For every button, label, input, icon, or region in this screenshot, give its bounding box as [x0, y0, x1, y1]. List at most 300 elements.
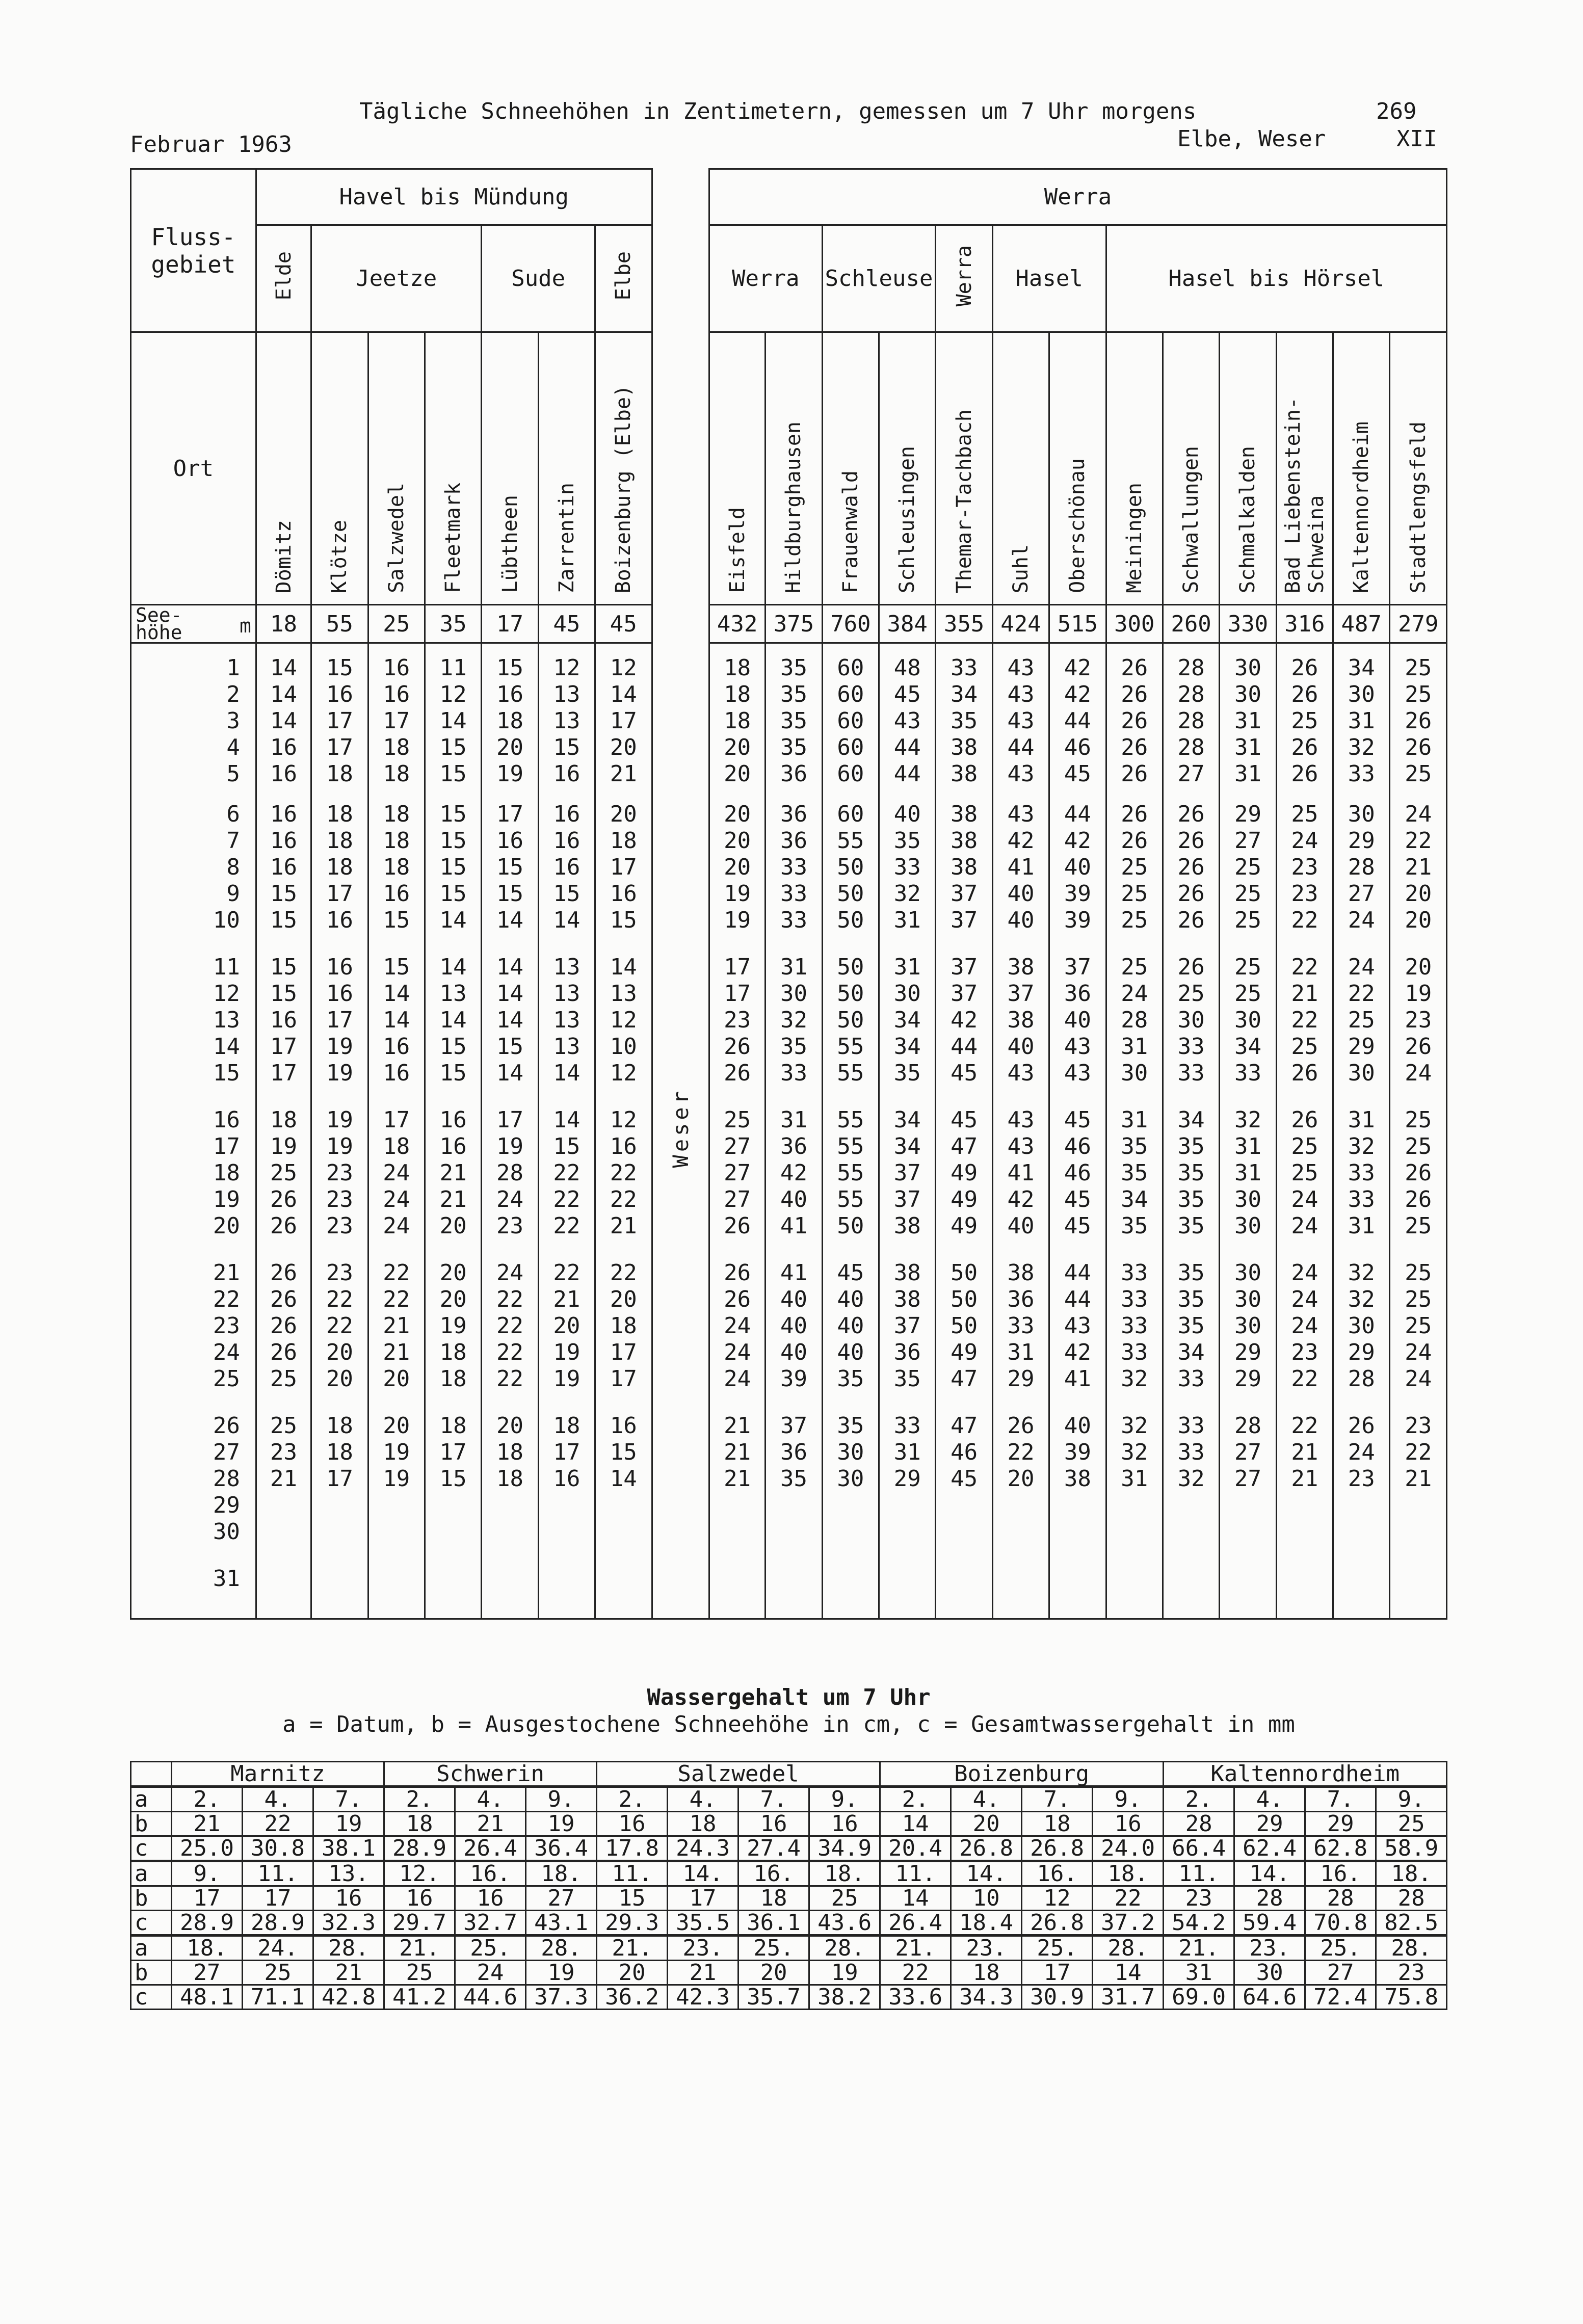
- wg-value: 28.: [526, 1936, 597, 1961]
- wg-value: 21: [668, 1961, 738, 1985]
- wg-value: 31.7: [1093, 1985, 1164, 2010]
- wg-row-label: c: [131, 1911, 172, 1936]
- wg-value: 2.: [172, 1787, 243, 1812]
- value-cell: 45 46 46 45 45: [1049, 1102, 1106, 1255]
- wassergehalt-title: Wassergehalt um 7 Uhr: [647, 1684, 931, 1710]
- wg-value: 28.: [313, 1936, 384, 1961]
- value-cell: [311, 1561, 368, 1619]
- value-cell: 33 31 29: [879, 1408, 936, 1561]
- seehoehe-value: 355: [936, 605, 992, 643]
- wg-row-c: [131, 1985, 1447, 2010]
- value-cell: 22 20 18 17 17: [595, 1255, 652, 1408]
- value-cell: 50 50 50 55 55: [822, 949, 879, 1102]
- wg-value: 2.: [880, 1787, 951, 1812]
- wg-value: 42.3: [668, 1985, 738, 2010]
- seehoehe-value: 35: [425, 605, 481, 643]
- wg-value: 28.: [1093, 1936, 1164, 1961]
- seehoehe-value: 316: [1276, 605, 1333, 643]
- value-cell: 25 25 25 24 24: [1390, 1255, 1447, 1408]
- wg-value: 29.7: [384, 1911, 455, 1936]
- value-cell: 15 14 14 16 16: [368, 949, 425, 1102]
- seehoehe-value: 424: [992, 605, 1049, 643]
- wg-value: 69.0: [1164, 1985, 1234, 2010]
- wg-value: 14: [1093, 1961, 1164, 1985]
- value-cell: 26 25 30 33 33: [1163, 949, 1219, 1102]
- value-cell: 31 30 34 34 35: [879, 949, 936, 1102]
- value-cell: 32 32 31: [1106, 1408, 1163, 1561]
- wg-value: 38.2: [809, 1985, 880, 2010]
- wg-value: 43.1: [526, 1911, 597, 1936]
- wg-value: 72.4: [1305, 1985, 1376, 2010]
- station-lübtheen: Lübtheen: [482, 332, 538, 605]
- value-cell: 16 16 17 18 18: [368, 643, 425, 796]
- seehoehe-value: 375: [766, 605, 822, 643]
- wg-value: 15: [597, 1886, 668, 1911]
- value-cell: 22 21 20 19 19: [538, 1255, 595, 1408]
- weser-divider: Weser: [652, 643, 709, 1619]
- value-cell: 60 55 50 50 50: [822, 796, 879, 949]
- value-cell: 25 24 28 31 30: [1106, 949, 1163, 1102]
- wg-value: 48.1: [172, 1985, 243, 2010]
- value-cell: 37 37 42 44 45: [936, 949, 992, 1102]
- value-cell: [1276, 1561, 1333, 1619]
- page-number: 269: [1376, 98, 1417, 124]
- value-cell: 15 16 18 20 19: [482, 643, 538, 796]
- value-cell: 38 37 38 40 43: [992, 949, 1049, 1102]
- value-cell: 42 42 44 46 45: [1049, 643, 1106, 796]
- seehoehe-value: 300: [1106, 605, 1163, 643]
- day-numbers: 11 12 13 14 15: [131, 949, 256, 1102]
- station-dömitz: Dömitz: [256, 332, 311, 605]
- value-cell: [709, 1561, 765, 1619]
- wg-value: 19: [526, 1961, 597, 1985]
- value-cell: 47 46 45: [936, 1408, 992, 1561]
- value-cell: 16 16 16 15 14: [538, 796, 595, 949]
- value-cell: 22 21 22 25 26: [1276, 949, 1333, 1102]
- value-cell: 20 19 19: [368, 1408, 425, 1561]
- station-oberschönau: Oberschönau: [1049, 332, 1106, 605]
- station-hildburghausen: Hildburghausen: [766, 332, 822, 605]
- wg-value: 18.: [809, 1861, 880, 1886]
- value-cell: 23 22 21: [1390, 1408, 1447, 1561]
- station-themar-tachbach: Themar-Tachbach: [936, 332, 992, 605]
- ort-header: Ort: [131, 332, 256, 605]
- value-cell: 50 50 50 49 47: [936, 1255, 992, 1408]
- subgroup-sude: Sude: [482, 225, 595, 332]
- wg-value: 18.: [1376, 1861, 1447, 1886]
- value-cell: 40 35 33 32 31: [879, 796, 936, 949]
- day-block: [131, 643, 1447, 796]
- value-cell: 31 30 32 35 33: [766, 949, 822, 1102]
- wg-value: 11.: [1164, 1861, 1234, 1886]
- day-numbers: 6 7 8 9 10: [131, 796, 256, 949]
- seehoehe-header: See- höhe m: [131, 605, 256, 643]
- subgroup-werra-2: Werra: [936, 225, 992, 332]
- wg-value: 22: [880, 1961, 951, 1985]
- wg-value: 66.4: [1164, 1836, 1234, 1861]
- day-numbers: 31: [131, 1561, 256, 1619]
- value-cell: 26 26 24 24 24: [709, 1255, 765, 1408]
- day-block: [131, 1102, 1447, 1255]
- wg-value: 58.9: [1376, 1836, 1447, 1861]
- wg-value: 20.4: [880, 1836, 951, 1861]
- value-cell: 14 14 14 16 16: [256, 643, 311, 796]
- value-cell: [1049, 1561, 1106, 1619]
- value-cell: [595, 1561, 652, 1619]
- wg-row-a: [131, 1861, 1447, 1886]
- value-cell: 35 35 35 35 36: [766, 643, 822, 796]
- value-cell: 43 43 41 42 40: [992, 1102, 1049, 1255]
- wg-row-label: b: [131, 1812, 172, 1836]
- wg-value: 9.: [526, 1787, 597, 1812]
- wg-value: 14.: [668, 1861, 738, 1886]
- value-cell: 38 36 33 31 29: [992, 1255, 1049, 1408]
- wg-value: 18: [951, 1961, 1022, 1985]
- wg-value: 25: [243, 1961, 313, 1985]
- value-cell: 45 40 40 40 35: [822, 1255, 879, 1408]
- wg-value: 16.: [738, 1861, 809, 1886]
- seehoehe-value: 18: [256, 605, 311, 643]
- value-cell: 14 14 14 15 14: [482, 949, 538, 1102]
- wg-value: 31: [1164, 1961, 1234, 1985]
- station-schwallungen: Schwallungen: [1163, 332, 1219, 605]
- wg-value: 23: [1376, 1961, 1447, 1985]
- wg-value: 37.3: [526, 1985, 597, 2010]
- value-cell: 28 27 27: [1220, 1408, 1276, 1561]
- value-cell: 26 25 25 24 24: [1276, 1102, 1333, 1255]
- wg-value: 21.: [384, 1936, 455, 1961]
- seehoehe-value: 384: [879, 605, 936, 643]
- wg-value: 4.: [455, 1787, 526, 1812]
- wg-value: 18: [1022, 1812, 1093, 1836]
- wg-value: 24.3: [668, 1836, 738, 1861]
- wg-value: 27: [172, 1961, 243, 1985]
- value-cell: 26 26 26 26 25: [256, 1255, 311, 1408]
- value-cell: 15 15 16 17 17: [256, 949, 311, 1102]
- value-cell: 13 13 13 13 14: [538, 949, 595, 1102]
- value-cell: 18 17 15: [425, 1408, 481, 1561]
- value-cell: 26 26 25 25 25: [1106, 796, 1163, 949]
- value-cell: 35 35 35 34 33: [1163, 1255, 1219, 1408]
- value-cell: 43 43 43 44 43: [992, 643, 1049, 796]
- wg-value: 28.: [809, 1936, 880, 1961]
- group-werra-header: Werra: [709, 169, 1446, 225]
- wg-row-c: [131, 1836, 1447, 1861]
- wg-value: 4.: [668, 1787, 738, 1812]
- station-suhl: Suhl: [992, 332, 1049, 605]
- value-cell: 17 18 24 24 24: [368, 1102, 425, 1255]
- wg-value: 34.3: [951, 1985, 1022, 2010]
- wg-value: 30.9: [1022, 1985, 1093, 2010]
- value-cell: 38 38 38 37 37: [936, 796, 992, 949]
- wg-value: 16.: [1022, 1861, 1093, 1886]
- value-cell: [1333, 1561, 1390, 1619]
- wg-value: 25: [1376, 1812, 1447, 1836]
- wg-value: 9.: [1376, 1787, 1447, 1812]
- value-cell: 16 16 21 21 20: [425, 1102, 481, 1255]
- wg-value: 30.8: [243, 1836, 313, 1861]
- value-cell: 20 19 23 26 24: [1390, 949, 1447, 1102]
- value-cell: 20 18 18: [482, 1408, 538, 1561]
- wg-value: 82.5: [1376, 1911, 1447, 1936]
- value-cell: [936, 1561, 992, 1619]
- value-cell: 22 22 21 21 20: [368, 1255, 425, 1408]
- value-cell: 17 19 28 24 23: [482, 1102, 538, 1255]
- wg-value: 28.9: [243, 1911, 313, 1936]
- wg-value: 59.4: [1234, 1911, 1305, 1936]
- seehoehe-value: 330: [1220, 605, 1276, 643]
- wg-value: 13.: [313, 1861, 384, 1886]
- value-cell: 18 17 16: [538, 1408, 595, 1561]
- value-cell: 12 13 13 15 16: [538, 643, 595, 796]
- wg-value: 21.: [597, 1936, 668, 1961]
- value-cell: 45 47 49 49 49: [936, 1102, 992, 1255]
- station-klötze: Klötze: [311, 332, 368, 605]
- station-boizenburg-elbe: Boizenburg (Elbe): [595, 332, 652, 605]
- value-cell: 17 16 15 15 14: [482, 796, 538, 949]
- value-cell: [1106, 1561, 1163, 1619]
- wg-value: 2.: [384, 1787, 455, 1812]
- value-cell: 30 29 28 27 24: [1333, 796, 1390, 949]
- seehoehe-value: 25: [368, 605, 425, 643]
- value-cell: 34 30 31 32 33: [1333, 643, 1390, 796]
- station-zarrentin: Zarrentin: [538, 332, 595, 605]
- wg-value: 14.: [1234, 1861, 1305, 1886]
- month-label: Februar 1963: [130, 131, 292, 157]
- wg-value: 38.1: [313, 1836, 384, 1861]
- value-cell: 30 30 31 31 31: [1220, 643, 1276, 796]
- value-cell: 25 23 21: [256, 1408, 311, 1561]
- wg-value: 30: [1234, 1961, 1305, 1985]
- value-cell: 41 40 40 40 39: [766, 1255, 822, 1408]
- wg-value: 26.4: [455, 1836, 526, 1861]
- value-cell: 17 17 23 26 26: [709, 949, 765, 1102]
- value-cell: [256, 1561, 311, 1619]
- group-havel-header: Havel bis Mündung: [256, 169, 652, 225]
- wg-station-salzwedel: Salzwedel: [597, 1762, 880, 1787]
- day-block: [131, 1255, 1447, 1408]
- wg-value: 23.: [951, 1936, 1022, 1961]
- wg-value: 4.: [1234, 1787, 1305, 1812]
- value-cell: 20 20 19 18 18: [425, 1255, 481, 1408]
- wg-value: 14: [880, 1812, 951, 1836]
- wg-row-label: b: [131, 1886, 172, 1911]
- wg-value: 35.7: [738, 1985, 809, 2010]
- wg-value: 16: [384, 1886, 455, 1911]
- wg-value: 21.: [880, 1936, 951, 1961]
- wg-value: 33.6: [880, 1985, 951, 2010]
- wg-value: 18.: [172, 1936, 243, 1961]
- value-cell: 21 21 21: [709, 1408, 765, 1561]
- value-cell: 37 36 35: [766, 1408, 822, 1561]
- value-cell: 24 22 22 22 22: [482, 1255, 538, 1408]
- wg-value: 23.: [668, 1936, 738, 1961]
- value-cell: 11 12 14 15 15: [425, 643, 481, 796]
- seehoehe-value: 432: [709, 605, 765, 643]
- value-cell: [822, 1561, 879, 1619]
- wg-value: 16.: [455, 1861, 526, 1886]
- wg-value: 14: [880, 1886, 951, 1911]
- wg-value: 24.0: [1093, 1836, 1164, 1861]
- value-cell: 31 32 33 33 31: [1333, 1102, 1390, 1255]
- wg-station-kaltennordheim: Kaltennordheim: [1164, 1762, 1447, 1787]
- wg-value: 75.8: [1376, 1985, 1447, 2010]
- seehoehe-value: 515: [1049, 605, 1106, 643]
- value-cell: 55 55 55 55 50: [822, 1102, 879, 1255]
- wg-value: 10: [951, 1886, 1022, 1911]
- wg-value: 24.: [243, 1936, 313, 1961]
- wg-value: 36.4: [526, 1836, 597, 1861]
- value-cell: 20 18 17 16 15: [595, 796, 652, 949]
- wg-value: 11.: [880, 1861, 951, 1886]
- wg-value: 28: [1376, 1886, 1447, 1911]
- wg-value: 17: [243, 1886, 313, 1911]
- wg-value: 34.9: [809, 1836, 880, 1861]
- wg-row-label: b: [131, 1961, 172, 1985]
- wg-row-c: [131, 1911, 1447, 1936]
- wg-value: 2.: [1164, 1787, 1234, 1812]
- wassergehalt-table: [130, 1761, 1447, 2010]
- subgroup-schleuse: Schleuse: [822, 225, 936, 332]
- value-cell: [1390, 1561, 1447, 1619]
- wg-value: 20: [738, 1961, 809, 1985]
- wg-value: 25.0: [172, 1836, 243, 1861]
- wg-value: 27: [526, 1886, 597, 1911]
- wg-value: 24: [455, 1961, 526, 1985]
- wg-value: 26.8: [951, 1836, 1022, 1861]
- seehoehe-value: 45: [595, 605, 652, 643]
- seehoehe-value: 260: [1163, 605, 1219, 643]
- wg-row-label: a: [131, 1936, 172, 1961]
- station-fleetmark: Fleetmark: [425, 332, 481, 605]
- wg-value: 12.: [384, 1861, 455, 1886]
- value-cell: 18 18 18 20 20: [709, 643, 765, 796]
- subgroup-werra: Werra: [709, 225, 822, 332]
- seehoehe-value: 45: [538, 605, 595, 643]
- wg-value: 64.6: [1234, 1985, 1305, 2010]
- wg-value: 25: [384, 1961, 455, 1985]
- wg-value: 4.: [951, 1787, 1022, 1812]
- station-eisfeld: Eisfeld: [709, 332, 765, 605]
- value-cell: 31 35 35 34 35: [1106, 1102, 1163, 1255]
- wg-row-a: [131, 1787, 1447, 1812]
- station-meiningen: Meiningen: [1106, 332, 1163, 605]
- day-numbers: 1 2 3 4 5: [131, 643, 256, 796]
- wg-value: 54.2: [1164, 1911, 1234, 1936]
- station-kaltennordheim: Kaltennordheim: [1333, 332, 1390, 605]
- wg-value: 28: [1234, 1886, 1305, 1911]
- value-cell: 24 22 21 20 20: [1390, 796, 1447, 949]
- wg-row-label: a: [131, 1787, 172, 1812]
- wassergehalt-legend: a = Datum, b = Ausgestochene Schneehöhe in cm, c = Gesamtwassergehalt in mm: [282, 1711, 1295, 1737]
- wg-row-label: a: [131, 1861, 172, 1886]
- wg-value: 25.: [1305, 1936, 1376, 1961]
- wg-value: 11.: [243, 1861, 313, 1886]
- wg-row-b: [131, 1812, 1447, 1836]
- day-numbers: 16 17 18 19 20: [131, 1102, 256, 1255]
- wg-value: 7.: [1022, 1787, 1093, 1812]
- wg-value: 20: [951, 1812, 1022, 1836]
- value-cell: 16 16 17 19 19: [311, 949, 368, 1102]
- value-cell: 33 33 33 33 32: [1106, 1255, 1163, 1408]
- seehoehe-value: 17: [482, 605, 538, 643]
- value-cell: [766, 1561, 822, 1619]
- flussgebiet-header: Fluss- gebiet: [131, 169, 256, 332]
- wg-value: 16: [597, 1812, 668, 1836]
- value-cell: 18 19 25 26 26: [256, 1102, 311, 1255]
- wg-value: 7.: [1305, 1787, 1376, 1812]
- wg-value: 42.8: [313, 1985, 384, 2010]
- wg-value: 9.: [172, 1861, 243, 1886]
- wg-value: 26.8: [1022, 1911, 1093, 1936]
- wg-value: 29: [1234, 1812, 1305, 1836]
- value-cell: [879, 1561, 936, 1619]
- subgroup-elbe: Elbe: [595, 225, 652, 332]
- value-cell: 28 28 28 28 27: [1163, 643, 1219, 796]
- subgroup-elde: Elde: [256, 225, 311, 332]
- wg-value: 26.4: [880, 1911, 951, 1936]
- wg-station-schwerin: Schwerin: [384, 1762, 597, 1787]
- station-frauenwald: Frauenwald: [822, 332, 879, 605]
- value-cell: 44 44 43 42 41: [1049, 1255, 1106, 1408]
- value-cell: [992, 1561, 1049, 1619]
- value-cell: 25 25 26 26 25: [1390, 643, 1447, 796]
- wg-value: 16: [455, 1886, 526, 1911]
- wg-value: 20: [597, 1961, 668, 1985]
- wg-row-a: [131, 1936, 1447, 1961]
- wg-value: 28.9: [384, 1836, 455, 1861]
- wg-value: 18.: [526, 1861, 597, 1886]
- wg-value: 9.: [809, 1787, 880, 1812]
- value-cell: 19 19 23 23 23: [311, 1102, 368, 1255]
- value-cell: 33 33 32: [1163, 1408, 1219, 1561]
- subgroup-hasel-hoersel: Hasel bis Hörsel: [1106, 225, 1446, 332]
- seehoehe-value: 760: [822, 605, 879, 643]
- value-cell: 60 60 60 60 60: [822, 643, 879, 796]
- seehoehe-value: 55: [311, 605, 368, 643]
- value-cell: 37 36 40 43 43: [1049, 949, 1106, 1102]
- seehoehe-value: 487: [1333, 605, 1390, 643]
- wg-value: 29.3: [597, 1911, 668, 1936]
- wg-value: 22: [243, 1812, 313, 1836]
- value-cell: [538, 1561, 595, 1619]
- subgroup-hasel: Hasel: [992, 225, 1106, 332]
- value-cell: [1163, 1561, 1219, 1619]
- subgroup-jeetze: Jeetze: [311, 225, 482, 332]
- day-block: [131, 949, 1447, 1102]
- wg-value: 17: [172, 1886, 243, 1911]
- station-schleusingen: Schleusingen: [879, 332, 936, 605]
- wg-value: 41.2: [384, 1985, 455, 2010]
- wg-value: 37.2: [1093, 1911, 1164, 1936]
- wg-value: 32.7: [455, 1911, 526, 1936]
- value-cell: 35 30 30: [822, 1408, 879, 1561]
- value-cell: 12 14 17 20 21: [595, 643, 652, 796]
- wg-value: 18.4: [951, 1911, 1022, 1936]
- value-cell: 38 38 37 36 35: [879, 1255, 936, 1408]
- wg-value: 29: [1305, 1812, 1376, 1836]
- value-cell: 18 18 17: [311, 1408, 368, 1561]
- wg-value: 16: [738, 1812, 809, 1836]
- divider-top: [652, 169, 709, 605]
- value-cell: 25 25 30 34 33: [1220, 949, 1276, 1102]
- value-cell: 44 42 40 39 39: [1049, 796, 1106, 949]
- region-label: Elbe, Weser: [1177, 126, 1326, 152]
- station-schmalkalden: Schmalkalden: [1220, 332, 1276, 605]
- wg-value: 70.8: [1305, 1911, 1376, 1936]
- station-salzwedel: Salzwedel: [368, 332, 425, 605]
- wg-value: 28.9: [172, 1911, 243, 1936]
